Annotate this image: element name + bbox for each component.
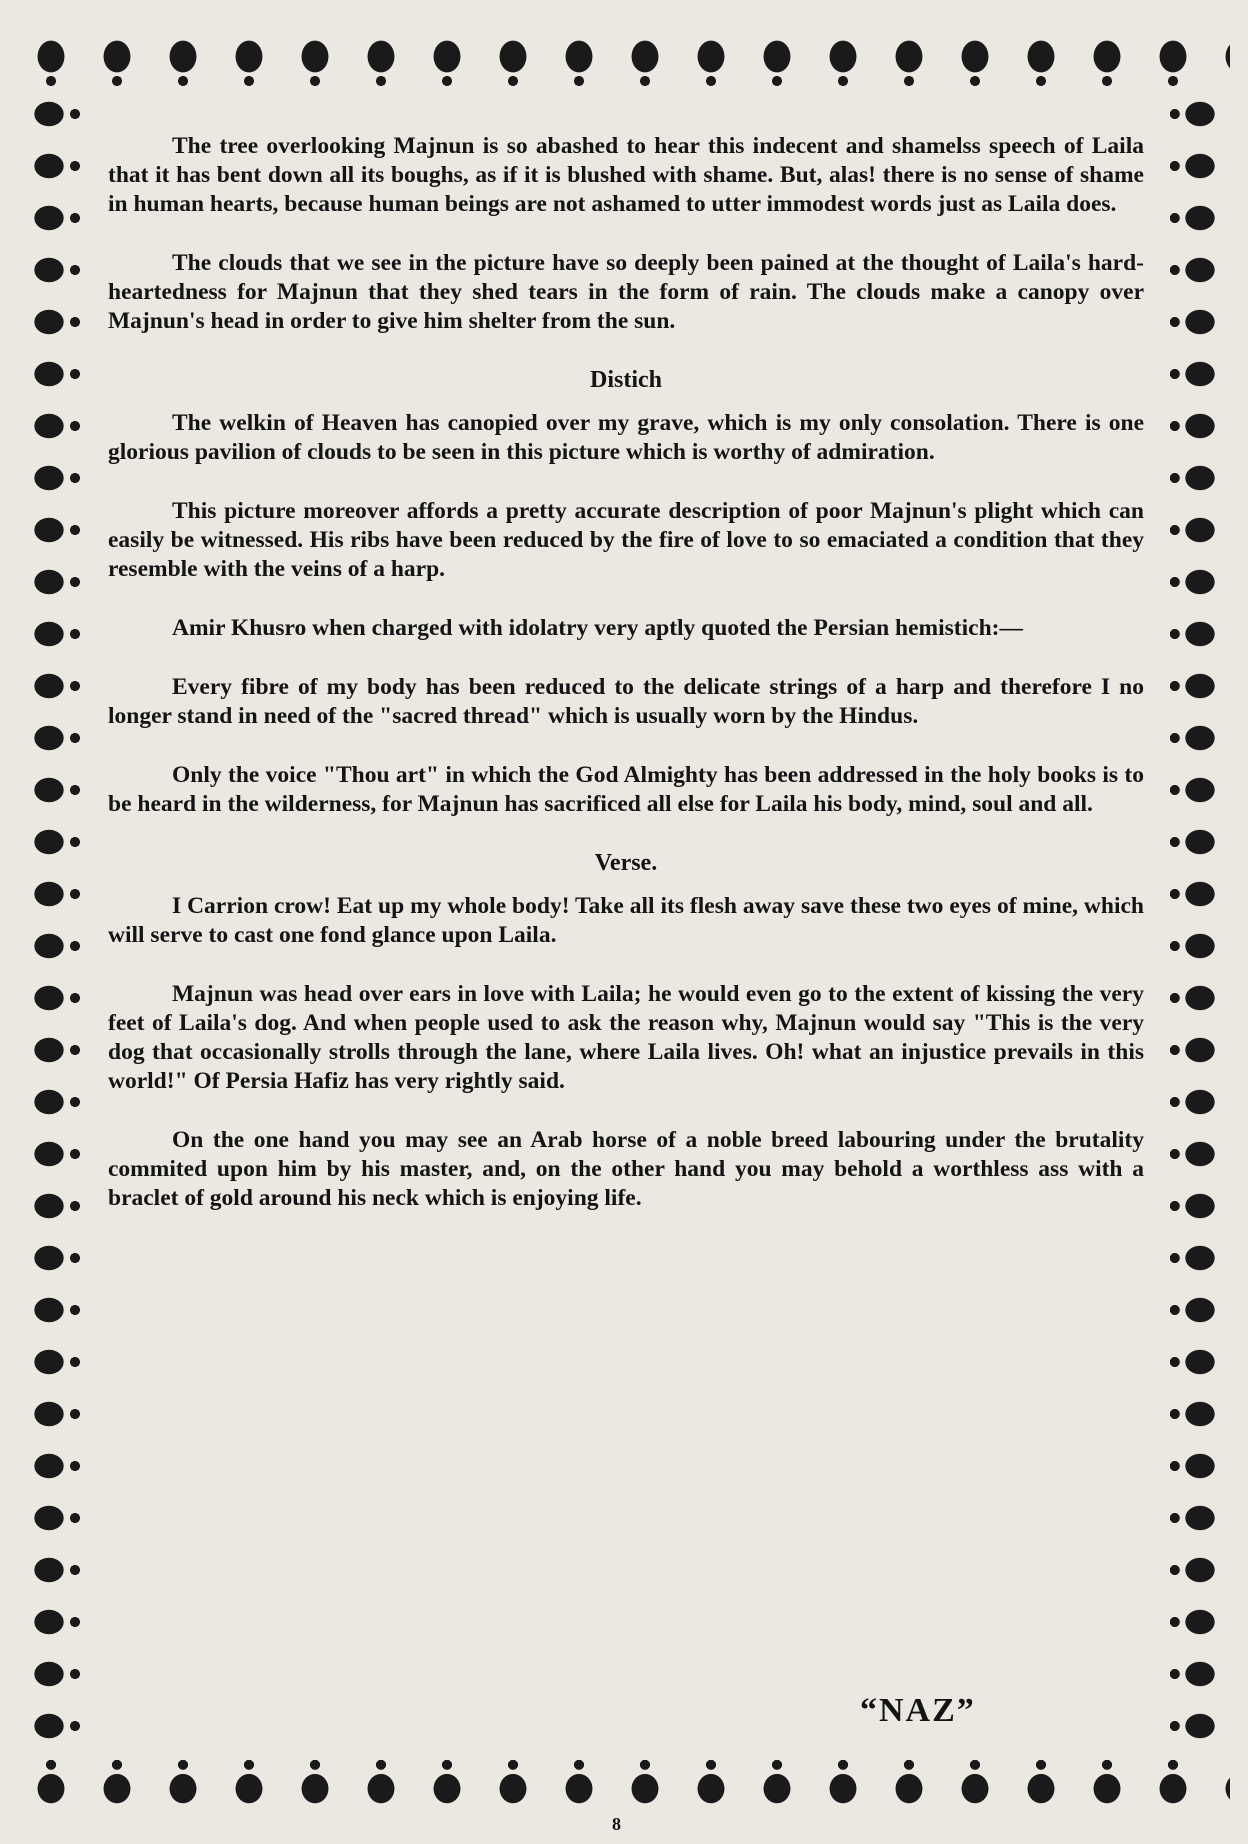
paragraph-fibre: Every fibre of my body has been reduced to the delicate strings of a harp and therefore I no longer stand in need of the "sacred thread" which is usually worn by the Hindus. [108, 674, 1144, 729]
ornamental-border-top [18, 18, 1230, 88]
ornamental-border-bottom [18, 1758, 1230, 1826]
paragraph-thou-art: Only the voice "Thou art" in which the God Almighty has been addressed in the holy books is to be heard in the wilderness, for Majnun has sacrificed all else for Laila his body, mind, soul and all. [108, 762, 1144, 817]
heading-distich: Distich [590, 367, 662, 393]
paragraph-carrion-crow: I Carrion crow! Eat up my whole body! Take all its flesh away save these two eyes of mine, which will serve to cast one fond glance upon Laila. [108, 893, 1144, 948]
ornamental-border-left [18, 88, 80, 1758]
paragraph-plight: This picture moreover affords a pretty accurate description of poor Majnun's plight which can easily be witnessed. His ribs have been reduced by the fire of love to so emaciated a condition that they resemble with the veins of a harp. [108, 498, 1144, 582]
paragraph-tree: The tree overlooking Majnun is so abashed to hear this indecent and shamelss speech of Laila that it has bent down all its boughs, as if it is blushed with shame. But, alas! there is no sense of shame in human hearts, because human beings are not ashamed to utter immodest words just as Laila does. [108, 133, 1144, 217]
paragraph-welkin: The welkin of Heaven has canopied over my grave, which is my only consolation. There is one glorious pavilion of clouds to be seen in this picture which is worthy of admiration. [108, 410, 1144, 465]
paragraph-amir-khusro: Amir Khusro when charged with idolatry very aptly quoted the Persian hemistich:— [172, 615, 1023, 641]
paragraph-laila-dog: Majnun was head over ears in love with Laila; he would even go to the extent of kissing the very feet of Laila's dog. And when people used to ask the reason why, Majnun would say "This is the very dog that occasionally strolls through the lane, where Laila lives. Oh! what an injustice prevails in this world!" Of Persia Hafiz has very rightly said. [108, 981, 1144, 1094]
author-signature: “NAZ” [860, 1692, 976, 1729]
paragraph-clouds: The clouds that we see in the picture have so deeply been pained at the thought of Laila's hard-heartedness for Majnun that they shed tears in the form of rain. The clouds make a canopy over Majnun's head in order to give him shelter from the sun. [108, 250, 1144, 334]
paragraph-arab-horse: On the one hand you may see an Arab horse of a noble breed labouring under the brutality commited upon him by his master, and, on the other hand you may behold a worthless ass with a braclet of gold around his neck which is enjoying life. [108, 1127, 1144, 1211]
heading-verse: Verse. [594, 850, 658, 876]
page-number: 8 [612, 1814, 621, 1834]
text-body [108, 132, 1144, 1243]
ornamental-border-right [1170, 88, 1230, 1758]
